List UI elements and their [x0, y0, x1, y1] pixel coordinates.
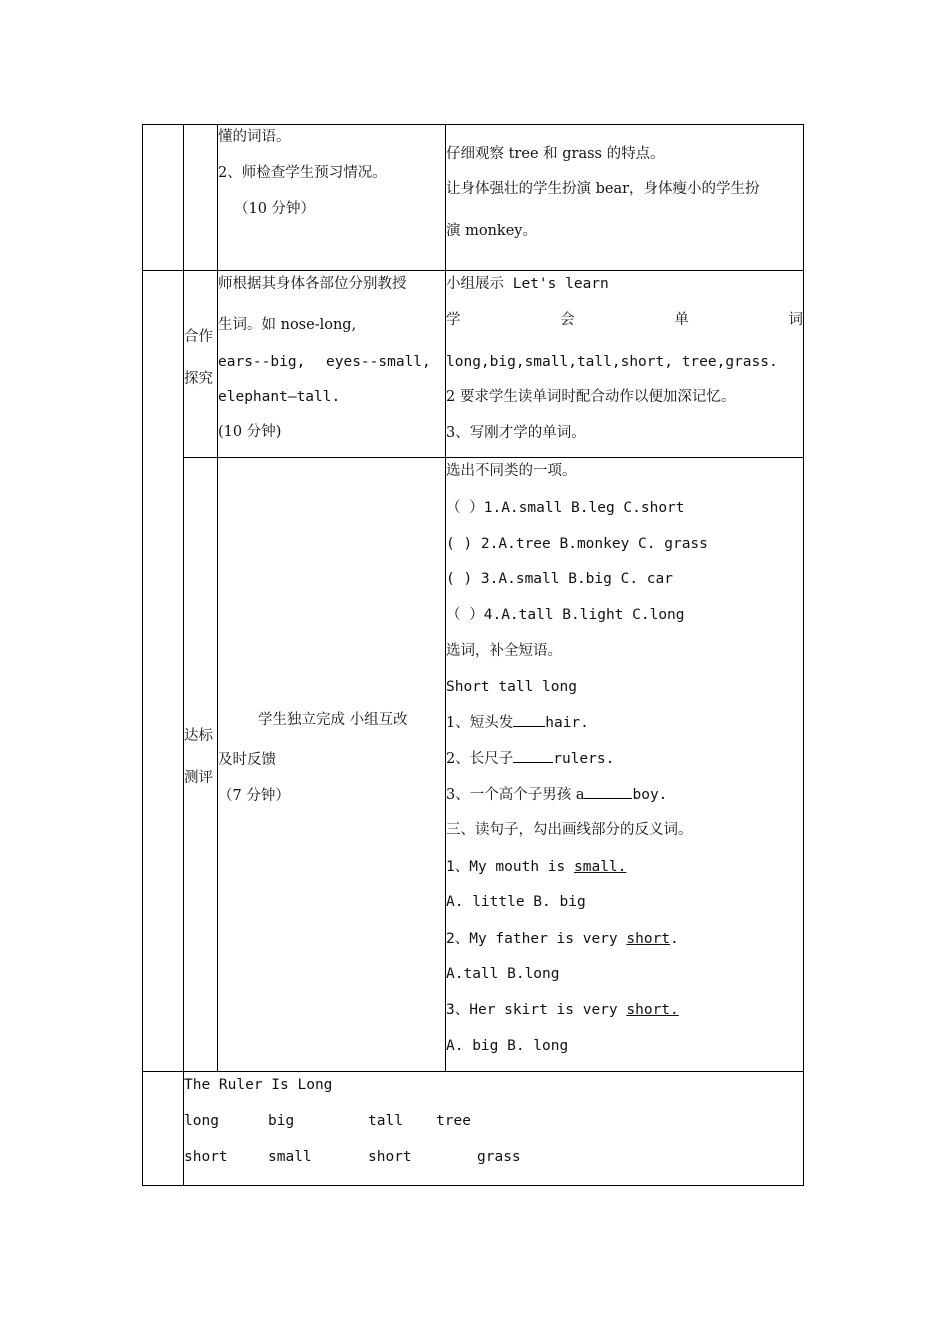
read-item-3-text: 3、Her skirt is very	[446, 1002, 627, 1018]
board-word-small: small	[268, 1149, 312, 1165]
row2-method-line3a: ears--big,	[218, 354, 306, 370]
row1-method-line2: 2、师检查学生预习情况。	[218, 165, 387, 181]
row3-method-time: （7 分钟）	[218, 788, 290, 804]
read-item-1-underlined: small.	[574, 859, 627, 875]
table-row-divider-2	[183, 457, 804, 458]
read-item-2-end: .	[670, 931, 679, 947]
fill-item-2-prompt: 2、长尺子	[446, 751, 514, 767]
row2-activity-char-1: 学	[446, 312, 461, 328]
row1-activity-line1: 仔细观察 tree 和 grass 的特点。	[446, 146, 665, 162]
fill-item-2	[446, 750, 614, 768]
board-word-grass: grass	[477, 1149, 521, 1165]
fill-word-bank: Short tall long	[446, 679, 577, 695]
fill-section-title: 选词，补全短语。	[446, 643, 562, 659]
row3-stage-label-1: 达标	[184, 728, 213, 744]
table-row-divider-3	[142, 1071, 804, 1072]
table-divider-col1	[183, 124, 184, 1186]
row2-method-time: (10 分钟)	[218, 424, 282, 440]
table-border-right	[803, 124, 804, 1186]
quiz-q2: ( ) 2.A.tree B.monkey C. grass	[446, 536, 708, 552]
fill-item-3-prompt: 3、一个高个子男孩 a	[446, 787, 585, 803]
read-item-3	[446, 1001, 679, 1019]
row2-activity-line4: 2 要求学生读单词时配合动作以便加深记忆。	[446, 389, 736, 405]
fill-item-1	[446, 714, 589, 732]
row2-activity-char-3: 单	[674, 312, 689, 328]
row2-stage-label-1: 合作	[184, 329, 213, 345]
fill-item-3	[446, 786, 667, 804]
read-item-2	[446, 930, 679, 948]
row1-method-time: （10 分钟）	[234, 201, 316, 217]
row2-activity-char-2: 会	[560, 312, 575, 328]
row2-activity-line5: 3、写刚才学的单词。	[446, 425, 586, 441]
read-item-2-underlined: short	[626, 931, 671, 947]
fill-item-2-suffix: rulers.	[553, 751, 615, 767]
board-word-tall: tall	[368, 1113, 403, 1129]
read-item-2-options: A.tall B.long	[446, 966, 560, 982]
fill-item-3-suffix: boy.	[632, 787, 668, 803]
read-item-1-options: A. little B. big	[446, 894, 586, 910]
fill-item-3-blank	[584, 786, 632, 799]
read-item-1	[446, 858, 626, 876]
fill-item-2-blank	[513, 750, 553, 763]
read-section-title: 三、读句子，勾出画线部分的反义词。	[446, 822, 693, 838]
table-row-divider-1	[142, 270, 804, 271]
board-word-tree: tree	[436, 1113, 471, 1129]
row2-method-line4: elephant—tall.	[218, 389, 341, 405]
row2-activity-line3: long,big,small,tall,short, tree,grass.	[446, 354, 778, 370]
quiz-q1: （ ）1.A.small B.leg C.short	[446, 500, 685, 516]
read-item-2-text: 2、My father is very	[446, 931, 627, 947]
row3-method-line1: 学生独立完成 小组互改	[258, 712, 408, 728]
row2-method-line2: 生词。如 nose-long,	[218, 317, 357, 333]
row3-method-line2: 及时反馈	[218, 752, 276, 768]
read-item-3-options: A. big B. long	[446, 1038, 569, 1054]
row1-activity-line2: 让身体强壮的学生扮演 bear，身体瘦小的学生扮	[446, 181, 760, 197]
fill-item-1-blank	[513, 714, 545, 727]
row1-method-line1: 懂的词语。	[218, 129, 291, 145]
table-border-left	[142, 124, 143, 1186]
board-word-big: big	[268, 1113, 295, 1129]
row2-stage-label-2: 探究	[184, 371, 213, 387]
board-word-short-2: short	[368, 1149, 412, 1165]
row1-activity-line3: 演 monkey。	[446, 223, 537, 239]
read-item-1-text: 1、My mouth is	[446, 859, 574, 875]
row2-activity-char-4: 词	[788, 312, 803, 328]
table-border-bottom	[142, 1185, 804, 1186]
quiz-q4: （ ）4.A.tall B.light C.long	[446, 607, 685, 623]
table-divider-col2	[217, 124, 218, 1071]
fill-item-1-suffix: hair.	[545, 715, 589, 731]
quiz-q3: ( ) 3.A.small B.big C. car	[446, 571, 673, 587]
read-item-3-underlined: short.	[626, 1002, 679, 1018]
quiz-section-title: 选出不同类的一项。	[446, 463, 577, 479]
row2-activity-line2	[446, 311, 803, 329]
table-border-top	[142, 124, 804, 125]
row2-method-line3b: eyes--small,	[326, 354, 431, 370]
board-title: The Ruler Is Long	[184, 1077, 333, 1093]
row2-method-line1: 师根据其身体各部位分别教授	[218, 276, 407, 292]
board-word-short-1: short	[184, 1149, 228, 1165]
table-divider-col3	[445, 124, 446, 1071]
fill-item-1-prompt: 1、短头发	[446, 715, 514, 731]
board-word-long: long	[184, 1113, 219, 1129]
row2-activity-line1: 小组展示 Let's learn	[446, 276, 609, 292]
row3-stage-label-2: 测评	[184, 770, 213, 786]
